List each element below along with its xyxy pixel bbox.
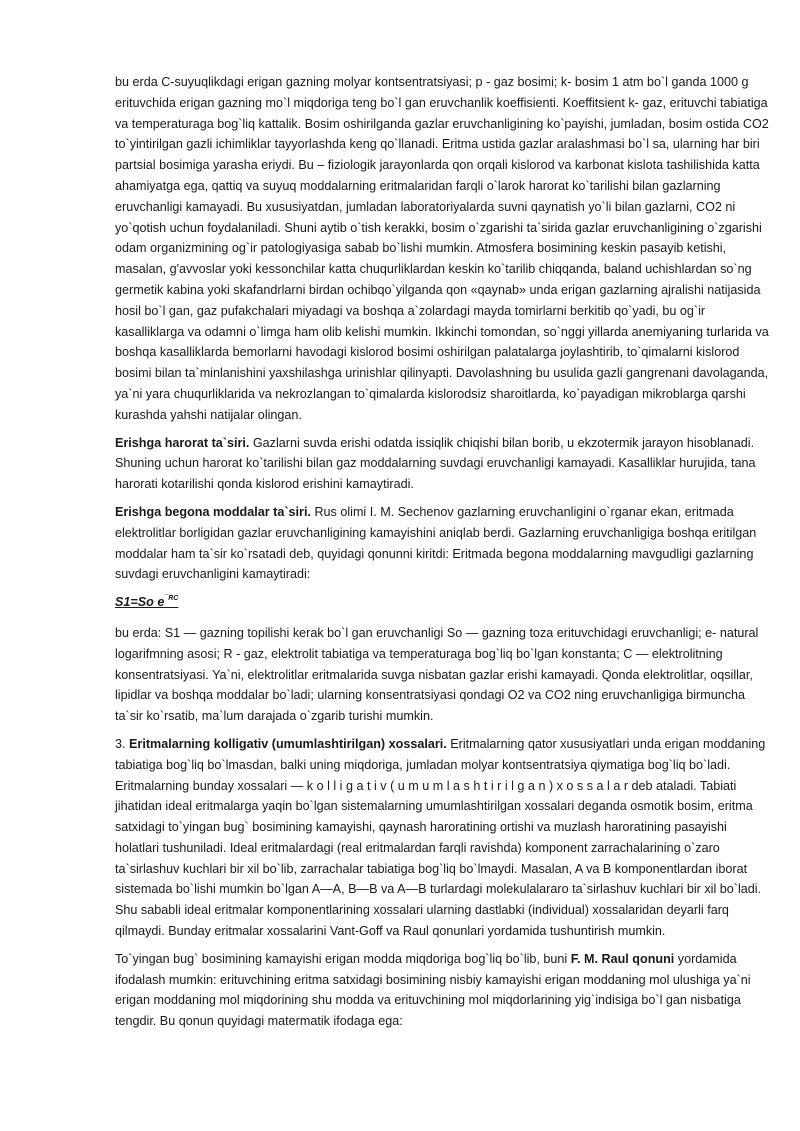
- sechenov-formula: [115, 592, 771, 613]
- section-heading-temperature: Erishga harorat ta`siri.: [115, 435, 250, 450]
- paragraph-text: yordamida ifodalash mumkin: erituvchining eritma satxidagi bosimining nisbiy kamayishi erigan moddaning mol ulushiga ya`ni erigan moddaning mol miqdorining shu modda va erituvchining mol miqdorlarining yig`indisiga bo`l gan nisbatiga tengdir. Bu qonun quyidagi matermatik ifodaga ega:: [115, 951, 751, 1029]
- formula-superscript: ¯RC: [164, 595, 179, 603]
- document-page: [115, 72, 771, 1039]
- raoult-law-heading: F. M. Raul qonuni: [570, 951, 675, 966]
- paragraph-temperature-effect: [115, 433, 771, 495]
- paragraph-foreign-substances-effect: [115, 502, 771, 585]
- paragraph-text: To`yingan bug` bosimining kamayishi erigan modda miqdoriga bog`liq bo`lib, buni: [115, 951, 571, 966]
- paragraph-text: bu erda C-suyuqlikdagi erigan gazning molyar kontsentratsiyasi; p - gaz bosimi; k- bosim 1 atm bo`l ganda 1000 g erituvchida erigan gazning mo`l miqdoriga teng bo`l gan eruvchanlik koeffisienti. Koeffitsient k- gaz, erituvchi tabiatiga va temperaturaga bog`liq kattalik. Bosim oshirilganda gazlar eruvchanligining ko`payishi, jumladan, bosim ostida CO2 to`yintirilgan gazli ichimliklar tayyorlashda keng qo`llanadi. Eritma ustida gazlar aralashmasi bo`l sa, ularning har biri partsial bosimiga yarasha eriydi. Bu – fiziologik jarayonlarda qon orqali kislorod va karbonat kislota tashilishida katta ahamiyatga ega, qattiq va suyuq moddalarning eritmalaridan farqli o`larok harorat ko`tarilishi bilan gazlarning eruvchanligi kamayadi. Bu xususiyatdan, jumladan laboratoriyalarda suvni qaynatish yo`li bilan gazlarni, CO2 ni yo`qotish uchun foydalaniladi. Shuni aytib o`tish kerakki, bosim o`zgarishi ta`sirida gazlar eruvchanligining o`zgarishi odam organizmining og`ir patologiyasiga sabab bo`lishi mumkin. Atmosfera bosimining keskin pasayib ketishi, masalan, g'avvoslar yoki kessonchilar katta chuqurliklardan keskin ko`tarilib chiqqanda, baland uchishlardan so`ng germetik kabina yoki skafandrlarni birdan ochibqo`yilganda qon «qaynab» unda erigan gazlarning ajralishi natijasida hosil bo`l gan, gaz pufakchalari miyadagi va boshqa a`zolardagi mayda tomirlarni berkitib qo`yadi, bu og`ir kasalliklarga va odamni o`limga ham olib kelishi mumkin. Ikkinchi tomondan, so`nggi yillarda anemiyaning turlarida va boshqa kasalliklarda bemorlarni havodagi kislorod bosimi oshirilgan palatalarga joylashtirib, to`qimalarni kislorod bosimi bilan ta`minlanishini yaxshilashga urinishlar qilinyapti. Davolashning bu usulida gazli gangrenani davolaganda, ya`ni yara chuqurliklarida va nekrozlangan to`qimalarda kislorodsiz sharoitlarda, ko`payadigan mikroblarga qarshi kurashda yahshi natijalar olingan.: [115, 75, 769, 422]
- paragraph-raoult-law: [115, 949, 771, 1032]
- paragraph-text: Gazlarni suvda erishi odatda issiqlik chiqishi bilan borib, u ekzotermik jarayon hisoblanadi. Shuning uchun harorat ko`tarilishi bilan gaz moddalarning suvdagi eruvchanligi kamayadi. Kasalliklar hurujida, tana harorati kotarilishi qonda kislorod erishini kamaytiradi.: [115, 435, 756, 492]
- paragraph-text: Eritmalarning qator xususiyatlari unda erigan moddaning tabiatiga bog`liq bo`lmasdan, balki uning miqdoriga, jumladan molyar kontsentratsiya qiymatiga bog`liq bo`ladi. Eritmalarning bunday xossalari — k o l l i g a t i v ( u m u m l a s h t i r i l g a n ) x o s s a l a r deb ataladi. Tabiati jihatidan ideal eritmalarga yaqin bo`lgan sistemalarning umumlashtirilgan xossalari deganda osmotik bosim, eritma satxidagi to`yingan bug` bosimining kamayishi, qaynash haroratining ortishi va muzlash haroratining pasayishi holatlari tushuniladi. Ideal eritmalardagi (real eritmalardan farqli ravishda) komponent zarrachalarining o`zaro ta`sirlashuv kuchlari bir xil bo`lib, zarrachalar tabiatiga bog`liq bo`lmaydi. Masalan, A va B komponentlardan iborat sistemada bo`lishi mumkin bo`lgan A—A, B—B va A—B turlardagi molekulalararo ta`sirlashuv kuchlari bir xil bo`ladi. Shu sababli ideal eritmalar komponentlarining xossalari ularning dastlabki (individual) xossalaridan deyarli farq qilmaydi. Bunday eritmalar xossalarini Vant-Goff va Raul qonunlari yordamida tushuntirish mumkin.: [115, 736, 766, 939]
- paragraph-henry-law-explanation: [115, 72, 771, 426]
- section-heading-foreign-substances: Erishga begona moddalar ta`siri.: [115, 504, 311, 519]
- paragraph-colligative-properties: [115, 734, 771, 942]
- formula-main: S1=So e: [115, 595, 165, 610]
- paragraph-text: bu erda: S1 — gazning topilishi kerak bo`l gan eruvchanligi So — gazning toza erituvchidagi eruvchanligi; e- natural logarifmning asosi; R - gaz, elektrolit tabiatiga va temperaturaga bog`liq bo`lgan konstanta; C — elektrolitning konsentratsiyasi. Ya`ni, elektrolitlar eritmalarida suvga nisbatan gazlar erishi kamayadi. Qonda elektrolitlar, oqsillar, lipidlar va boshqa moddalar bo`ladi; ularning konsentratsiyasi qondagi O2 va CO2 ning eruvchanligiga birmuncha ta`sir ko`rsatib, ma`lum darajada o`zgarib turishi mumkin.: [115, 625, 759, 724]
- paragraph-text: Rus olimi I. M. Sechenov gazlarning eruvchanligini o`rganar ekan, eritmada elektrolitlar borligidan gazlar eruvchanligining kamayishini aniqlab berdi. Gazlarning eruvchanligiga boshqa eritilgan moddalar ham ta`sir ko`rsatadi deb, quyidagi qonunni kiritdi: Eritmada begona moddalarning mavgudligi gazlarning suvdagi eruvchanligini kamaytiradi:: [115, 504, 757, 582]
- section-heading-colligative: Eritmalarning kolligativ (umumlashtirilgan) xossalari.: [129, 736, 447, 751]
- paragraph-formula-explanation: [115, 623, 771, 727]
- section-number: 3.: [115, 736, 130, 751]
